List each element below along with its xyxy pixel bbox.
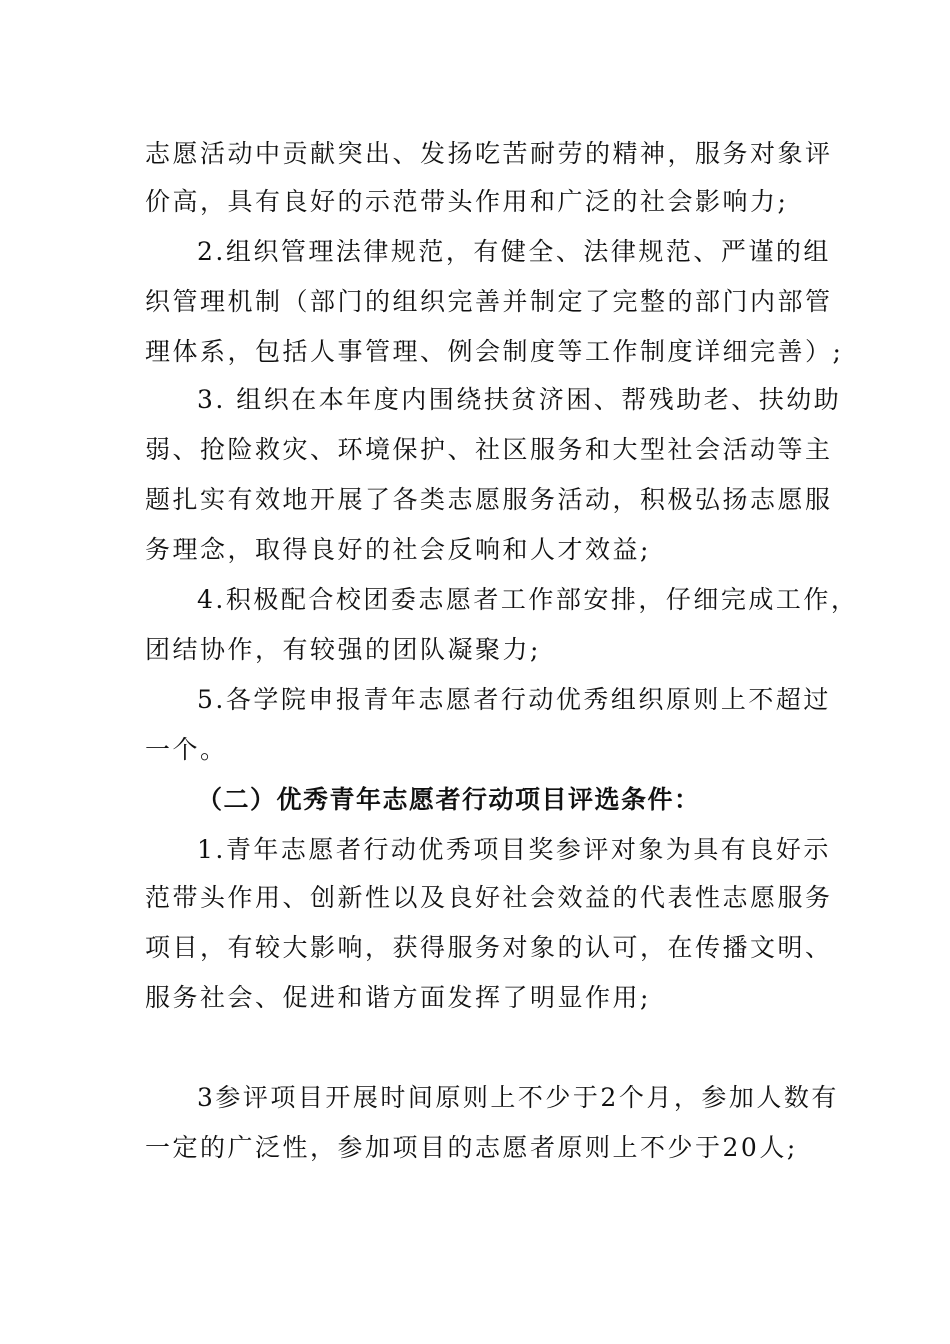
text-line: 理体系，包括人事管理、例会制度等工作制度详细完善）; bbox=[145, 337, 844, 366]
text-line: 弱、抢险救灾、环境保护、社区服务和大型社会活动等主 bbox=[145, 435, 833, 464]
paragraph-item-2: 2.组织管理法律规范，有健全、法律规范、严谨的组 bbox=[197, 237, 831, 266]
paragraph-item-5: 5.各学院申报青年志愿者行动优秀组织原则上不超过 bbox=[197, 685, 831, 714]
text-line: 团结协作，有较强的团队凝聚力; bbox=[145, 635, 541, 664]
paragraph-item-4: 4.积极配合校团委志愿者工作部安排，仔细完成工作， bbox=[197, 585, 859, 614]
text-line: 织管理机制（部门的组织完善并制定了完整的部门内部管 bbox=[145, 287, 833, 316]
text-line: 项目，有较大影响，获得服务对象的认可，在传播文明、 bbox=[145, 933, 833, 962]
section-heading: （二）优秀青年志愿者行动项目评选条件： bbox=[197, 785, 701, 814]
paragraph-item-3-duration: 3参评项目开展时间原则上不少于2个月，参加人数有 bbox=[197, 1083, 839, 1112]
text-line: 服务社会、促进和谐方面发挥了明显作用; bbox=[145, 983, 651, 1012]
text-line: 范带头作用、创新性以及良好社会效益的代表性志愿服务 bbox=[145, 883, 833, 912]
text-line: 志愿活动中贡献突出、发扬吃苦耐劳的精神，服务对象评 bbox=[145, 139, 833, 168]
text-line: 一个。 bbox=[145, 735, 228, 764]
text-line: 题扎实有效地开展了各类志愿服务活动，积极弘扬志愿服 bbox=[145, 485, 833, 514]
text-line: 一定的广泛性，参加项目的志愿者原则上不少于20人; bbox=[145, 1133, 798, 1162]
paragraph-item-3: 3. 组织在本年度内围绕扶贫济困、帮残助老、扶幼助 bbox=[197, 385, 842, 414]
text-line: 价高，具有良好的示范带头作用和广泛的社会影响力; bbox=[145, 187, 789, 216]
text-line: 务理念，取得良好的社会反响和人才效益; bbox=[145, 535, 651, 564]
paragraph-item-1: 1.青年志愿者行动优秀项目奖参评对象为具有良好示 bbox=[197, 835, 831, 864]
